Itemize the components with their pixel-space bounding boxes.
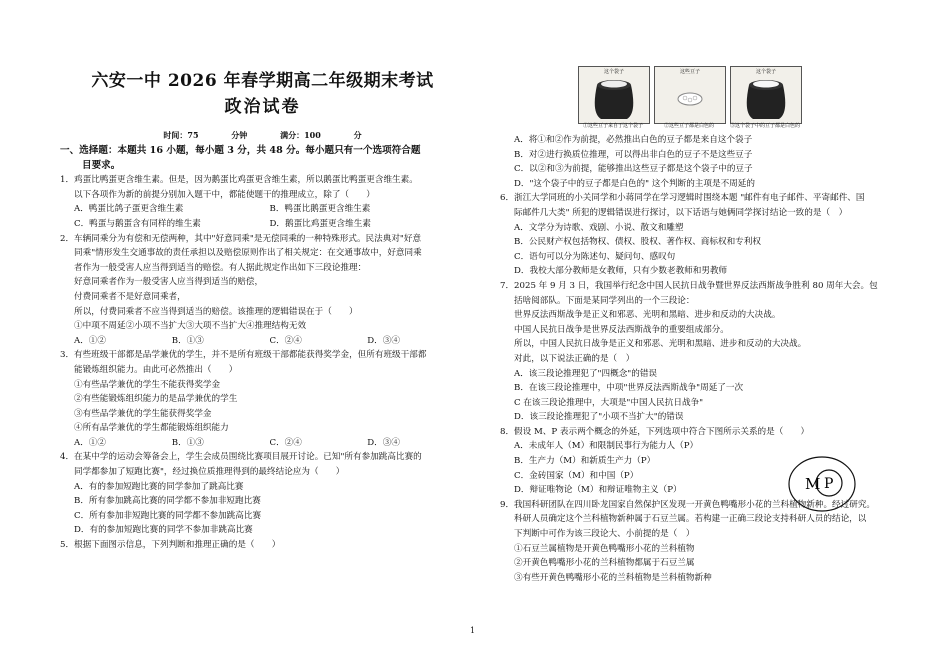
venn-label-m: M	[805, 475, 821, 493]
q1-option-a[interactable]: A．鸭蛋比鸽子蛋更含维生素	[74, 204, 184, 215]
figure-panel-2	[654, 66, 726, 124]
q5-option-a[interactable]: A．将①和②作为前提，必然推出白色的豆子都是来自这个袋子	[514, 135, 753, 145]
question-7	[500, 279, 900, 425]
q7-line2: 括啥阅部队。下面是某同学列出的一个三段论：	[514, 295, 695, 306]
q9-line2: 科研人员确定这个兰科植物新种属于石豆兰属。若构建一正确三段论支持科研人员的结论，以	[514, 514, 867, 525]
q2-option-b[interactable]: B．①③	[171, 335, 204, 346]
exam-meta	[60, 130, 465, 141]
q1-line2: 以下各项作为新的前提分别加入题干中，都能使题干的推理成立，除了（ ）	[74, 189, 375, 200]
panel-2-label: 这些豆子	[679, 69, 700, 75]
q7-option-c[interactable]: C 在该三段论推理中，大项是"中国人民抗日战争"	[514, 397, 704, 408]
q1-line1: 1．鸡蛋比鸭蛋更含维生素。但是，因为鹅蛋比鸡蛋更含维生素，所以鹅蛋比鸭蛋更含维生素。	[60, 175, 418, 186]
q4-option-d[interactable]: D．有的参加短跑比赛的同学不参加非跳高比赛	[74, 525, 253, 536]
q5-line1: 5．根据下面图示信息，下列判断和推理正确的是（ ）	[60, 540, 281, 551]
q3-line2: 能锻炼组织能力。由此可必然推出（ ）	[74, 364, 238, 375]
venn-label-p: P	[824, 476, 834, 492]
left-column	[60, 144, 465, 553]
q9-line3: 下判断中可作为该三段论大、小前提的是（ ）	[514, 529, 695, 540]
q1-option-c[interactable]: C．鸭蛋与鹅蛋含有同样的维生素	[74, 218, 201, 229]
caption-1: ①这些豆子来自于这个袋子	[582, 123, 643, 129]
q4-option-b[interactable]: B．所有参加跳高比赛的同学都不参加非短跑比赛	[74, 496, 261, 507]
q8-option-b[interactable]: B．生产力（M）和新质生产力（P）	[514, 456, 656, 467]
q2-line6: 所以，付费同乘者不应当得到适当的赔偿。该推理的逻辑错误在于（ ）	[74, 306, 358, 317]
q7-option-b[interactable]: B．在该三段论推理中，中项"世界反法西斯战争"周延了一次	[514, 383, 744, 394]
q2-line4: 好意同乘者作为一般受害人应当得到适当的赔偿，	[74, 277, 264, 288]
figure-panel-3	[730, 66, 802, 124]
q3-option-d[interactable]: D．③④	[367, 437, 400, 448]
q2-line5: 付费同乘者不是好意同乘者，	[74, 291, 186, 302]
q5-option-b[interactable]: B．对②进行换质位推理，可以得出非白色的豆子不是这些豆子	[514, 149, 753, 160]
q2-line2: 同乘"情形发生交通事故的责任承担以及赔偿原则作出了相关规定：在交通事故中，好意同乘	[74, 248, 422, 259]
q4-option-a[interactable]: A．有的参加短跑比赛的同学参加了跳高比赛	[74, 481, 244, 492]
section-heading: 一、选择题：本题共 16 小题，每小题 3 分，共 48 分。每小题只有一个选项符合题	[60, 145, 421, 156]
question-2	[60, 232, 465, 349]
q7-line1: 7．2025 年 9 月 3 日，我国举行纪念中国人民抗日战争暨世界反法西斯战争胜利 80 周年大会。包	[500, 280, 878, 291]
q6-line2: 际邮件几大类" 所犯的逻辑错误进行探讨，以下话语与她俩同学探讨结论一致的是（ ）	[514, 207, 848, 218]
white-beans-icon	[655, 67, 725, 123]
figure-panel-1	[578, 66, 650, 124]
q5-option-d[interactable]: D．"这个袋子中的豆子都是白色的" 这个判断的主项是不周延的	[514, 178, 755, 189]
q9-item1: ①石豆兰属植物是开黄色鸭嘴形小花的兰科植物	[514, 543, 695, 554]
q2-line7: ①中项不周延②小项不当扩大③大项不当扩大④推理结构无效	[74, 321, 307, 332]
q3-item1: ①有些品学兼优的学生不能获得奖学金	[74, 379, 221, 390]
question-4	[60, 450, 465, 538]
q6-option-a[interactable]: A．文学分为诗歌、戏剧、小说、散文和雕塑	[514, 222, 684, 233]
q7-line3: 世界反法西斯战争是正义和邪恶、光明和黑暗、进步和反动的大决战。	[514, 310, 781, 321]
q8-line1: 8．假设 M、P 表示两个概念的外延，下列选项中符合下图所示关系的是（ ）	[500, 426, 810, 437]
page-number: 1	[470, 626, 476, 635]
q8-option-d[interactable]: D．辩证唯物论（M）和辩证唯物主义（P）	[514, 485, 682, 496]
q2-line1: 2．车辆同乘分为有偿和无偿两种，其中"好意同乘"是无偿同乘的一种特殊形式。民法典对"好意	[60, 233, 422, 244]
caption-2: ②这些豆子都是白色的	[663, 123, 714, 129]
q7-line5: 所以，中国人民抗日战争是正义和邪恶、光明和黑暗、进步和反动的大决战。	[514, 339, 807, 350]
exam-subtitle: 政治试卷	[224, 97, 301, 117]
q6-line1: 6．浙江大学同班的小关同学和小蒋同学在学习逻辑时围绕本题 "邮件有电子邮件、平寄邮件、国	[500, 193, 865, 204]
venn-outer-circle	[789, 457, 855, 511]
q3-option-a[interactable]: A．①②	[74, 437, 106, 448]
q1-option-b[interactable]: B．鸭蛋比鹅蛋更含维生素	[269, 204, 371, 215]
q2-option-a[interactable]: A．①②	[74, 335, 106, 346]
q9-item2: ②开黄色鸭嘴形小花的兰科植物都属于石豆兰属	[514, 558, 695, 569]
question-3	[60, 348, 465, 450]
q7-option-d[interactable]: D．该三段论推理犯了"小项不当扩大"的错误	[514, 412, 684, 423]
section-heading-cont: 目要求。	[82, 159, 121, 171]
q8-option-c[interactable]: C．金砖国家（M）和中国（P）	[514, 470, 639, 481]
q3-item4: ④所有品学兼优的学生都能锻炼组织能力	[74, 423, 229, 434]
q2-line3: 者作为一般受害人应当得到适当的赔偿。有人据此规定作出如下三段论推理：	[74, 262, 367, 273]
right-column	[500, 133, 900, 585]
caption-3: ③这个袋子中的豆子都是白色的	[729, 123, 800, 129]
q3-option-b[interactable]: B．①③	[171, 437, 204, 448]
q2-option-d[interactable]: D．③④	[367, 335, 400, 346]
question-6	[500, 191, 900, 279]
q3-option-c[interactable]: C．②④	[269, 437, 302, 448]
q3-item2: ②有些能锻炼组织能力的是品学兼优的学生	[74, 394, 238, 405]
q5-option-c[interactable]: C．以②和③为前提，能够推出这些豆子都是这个袋子中的豆子	[514, 164, 753, 175]
bag-white-beans-icon	[731, 67, 801, 123]
q9-item3: ③有些开黄色鸭嘴形小花的兰科植物是兰科植物新种	[514, 572, 712, 583]
venn-diagram	[787, 455, 857, 513]
question-5	[60, 538, 465, 553]
q9-line1: 9．我国科研团队在四川卧龙国家自然保护区发现一开黄色鸭嘴形小花的兰科植物新种。经过研究。	[500, 499, 876, 510]
q1-option-d[interactable]: D．鹅蛋比鸡蛋更含维生素	[269, 218, 371, 229]
q8-option-a[interactable]: A．未成年人（M）和限制民事行为能力人（P）	[514, 441, 699, 452]
q3-item3: ③有些品学兼优的学生能获得奖学金	[74, 408, 212, 419]
q3-line1: 3．有些班级干部都是品学兼优的学生，并不是所有班级干部都能获得奖学金，但所有班级干部都	[60, 350, 427, 361]
exam-time: 时间：75 分钟	[163, 130, 248, 140]
q7-line4: 中国人民抗日战争是世界反法西斯战争的重要组成部分。	[514, 324, 729, 335]
panel-3-label: 这个袋子	[755, 69, 776, 75]
question-1	[60, 173, 465, 231]
panel-1-label: 这个袋子	[603, 69, 624, 75]
q4-line2: 同学都参加了短跑比赛"，经过换位质推理得到的最终结论应为（ ）	[74, 467, 345, 478]
exam-score: 满分：100 分	[280, 130, 362, 140]
q7-option-a[interactable]: A．该三段论推理犯了"四概念"的错误	[514, 368, 658, 379]
exam-title: 六安一中 2026 年春学期高二年级期末考试	[91, 71, 434, 91]
q2-option-c[interactable]: C．②④	[269, 335, 302, 346]
bean-bag-figure	[578, 66, 814, 130]
bag-with-beans-icon	[579, 67, 649, 123]
q6-option-c[interactable]: C．语句可以分为陈述句、疑问句、感叹句	[514, 251, 676, 262]
q6-option-b[interactable]: B．公民财产权包括物权、债权、股权、著作权、商标权和专利权	[514, 237, 761, 248]
q6-option-d[interactable]: D．我校大部分教师是女教师，只有少数老教师和男教师	[514, 266, 728, 277]
q4-option-c[interactable]: C．所有参加非短跑比赛的同学都不参加跳高比赛	[74, 510, 262, 521]
q7-line6: 对此，以下说法正确的是（ ）	[514, 353, 635, 364]
q4-line1: 4．在某中学的运动会筹备会上，学生会成员围绕比赛项目展开讨论。已知"所有参加跳高比赛的	[60, 452, 422, 463]
